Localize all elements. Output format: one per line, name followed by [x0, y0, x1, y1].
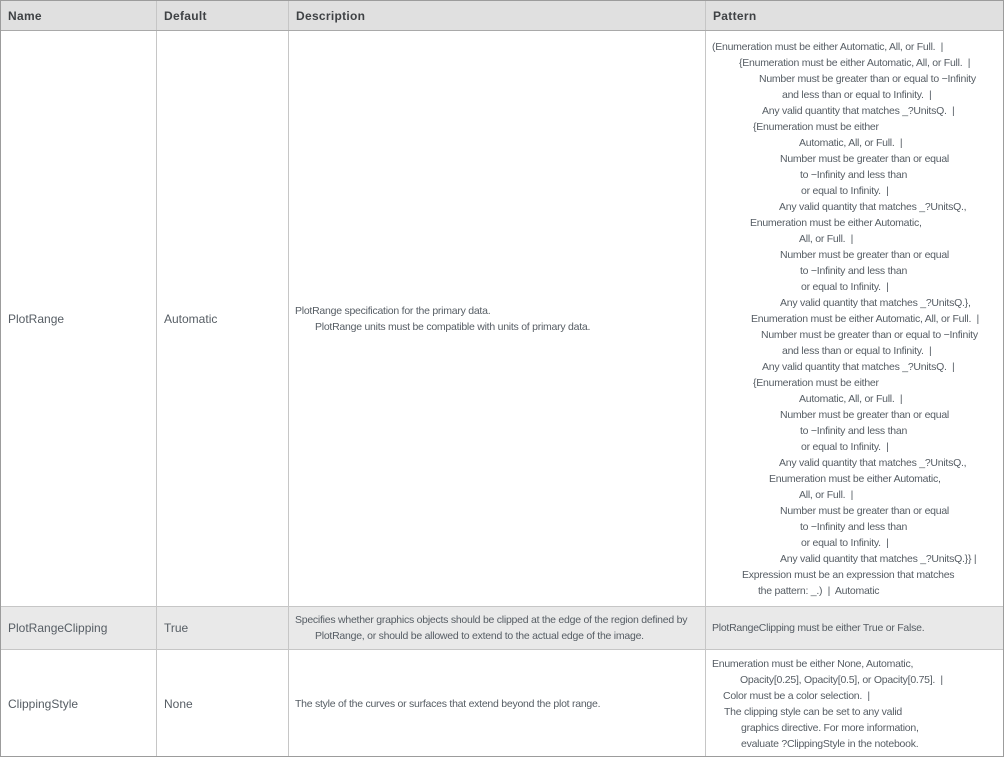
option-pattern-line: Color must be a color selection. |	[723, 689, 870, 702]
option-pattern-line: evaluate ?ClippingStyle in the notebook.	[741, 737, 919, 750]
option-pattern-line: the pattern: _.) | Automatic	[758, 584, 880, 597]
option-pattern-line: Any valid quantity that matches _?UnitsQ.},	[780, 296, 971, 309]
option-pattern-line: to −Infinity and less than	[800, 264, 908, 277]
option-pattern-line: Any valid quantity that matches _?UnitsQ. |	[762, 360, 955, 373]
option-pattern-line: All, or Full. |	[799, 488, 854, 501]
option-pattern-line: Number must be greater than or equal	[780, 408, 950, 421]
option-pattern-line: or equal to Infinity. |	[801, 440, 889, 453]
option-pattern	[706, 650, 1003, 757]
option-default: Automatic	[157, 31, 289, 606]
option-pattern-line: Enumeration must be either None, Automatic,	[712, 657, 914, 670]
option-pattern-line: {Enumeration must be either	[753, 120, 879, 133]
option-pattern-line: and less than or equal to Infinity. |	[782, 88, 932, 101]
option-name: PlotRange	[1, 31, 157, 606]
option-pattern-line: Any valid quantity that matches _?UnitsQ.}} |	[780, 552, 977, 565]
option-pattern-line: Number must be greater than or equal	[780, 248, 950, 261]
option-pattern-line: Number must be greater than or equal to −Infinity	[759, 72, 976, 85]
option-default: True	[157, 607, 289, 649]
option-pattern-line: Number must be greater than or equal to −Infinity	[761, 328, 978, 341]
option-pattern-line: graphics directive. For more information,	[741, 721, 919, 734]
option-pattern-line: Automatic, All, or Full. |	[799, 392, 903, 405]
option-default: None	[157, 650, 289, 757]
table-row-PlotRange	[1, 31, 1003, 606]
option-pattern-line: Number must be greater than or equal	[780, 504, 950, 517]
option-pattern-line: Number must be greater than or equal	[780, 152, 950, 165]
table-body	[1, 31, 1003, 757]
option-description	[289, 607, 706, 649]
option-pattern-line: or equal to Infinity. |	[801, 184, 889, 197]
option-pattern	[706, 607, 1003, 649]
column-header-default: Default	[157, 1, 289, 30]
option-name: PlotRangeClipping	[1, 607, 157, 649]
option-description	[289, 650, 706, 757]
option-pattern-line: Enumeration must be either Automatic,	[769, 472, 941, 485]
table-row-ClippingStyle	[1, 649, 1003, 757]
option-pattern-line: to −Infinity and less than	[800, 168, 908, 181]
option-pattern-line: to −Infinity and less than	[800, 520, 908, 533]
option-pattern-line: Any valid quantity that matches _?UnitsQ.,	[779, 456, 967, 469]
option-pattern-line: Automatic, All, or Full. |	[799, 136, 903, 149]
option-pattern-line: or equal to Infinity. |	[801, 280, 889, 293]
option-pattern-line: Opacity[0.25], Opacity[0.5], or Opacity[0.75]. |	[740, 673, 943, 686]
option-pattern-line: (Enumeration must be either Automatic, All, or Full. |	[712, 40, 944, 53]
column-header-pattern: Pattern	[713, 8, 757, 23]
option-pattern-line: or equal to Infinity. |	[801, 536, 889, 549]
column-header-name: Name	[1, 1, 157, 30]
option-pattern-line: The clipping style can be set to any valid	[724, 705, 903, 718]
option-pattern-line: Expression must be an expression that matches	[742, 568, 955, 581]
option-pattern-line: PlotRangeClipping must be either True or False.	[712, 622, 925, 634]
option-pattern-line: {Enumeration must be either Automatic, All, or Full. |	[739, 56, 971, 69]
option-pattern	[706, 31, 1003, 606]
column-header-description: Description	[289, 1, 706, 30]
table-header-row	[1, 1, 1003, 31]
option-pattern-line: Enumeration must be either Automatic,	[750, 216, 922, 229]
option-pattern-line: to −Infinity and less than	[800, 424, 908, 437]
option-description-line: PlotRange specification for the primary data.	[295, 304, 491, 317]
option-pattern-line: Enumeration must be either Automatic, All, or Full. |	[751, 312, 979, 325]
option-description	[289, 31, 706, 606]
option-pattern-line: {Enumeration must be either	[753, 376, 879, 389]
table-row-PlotRangeClipping	[1, 606, 1003, 649]
option-pattern-line: and less than or equal to Infinity. |	[782, 344, 932, 357]
option-description-line: The style of the curves or surfaces that extend beyond the plot range.	[295, 697, 601, 710]
option-pattern-line: Any valid quantity that matches _?UnitsQ.,	[779, 200, 967, 213]
option-pattern-line: All, or Full. |	[799, 232, 854, 245]
option-name: ClippingStyle	[1, 650, 157, 757]
option-description-line: PlotRange units must be compatible with units of primary data.	[315, 320, 591, 333]
option-description-line: Specifies whether graphics objects should be clipped at the edge of the region defined by	[295, 614, 688, 626]
option-pattern-line: Any valid quantity that matches _?UnitsQ. |	[762, 104, 955, 117]
option-description-line: PlotRange, or should be allowed to extend to the actual edge of the image.	[315, 630, 644, 642]
